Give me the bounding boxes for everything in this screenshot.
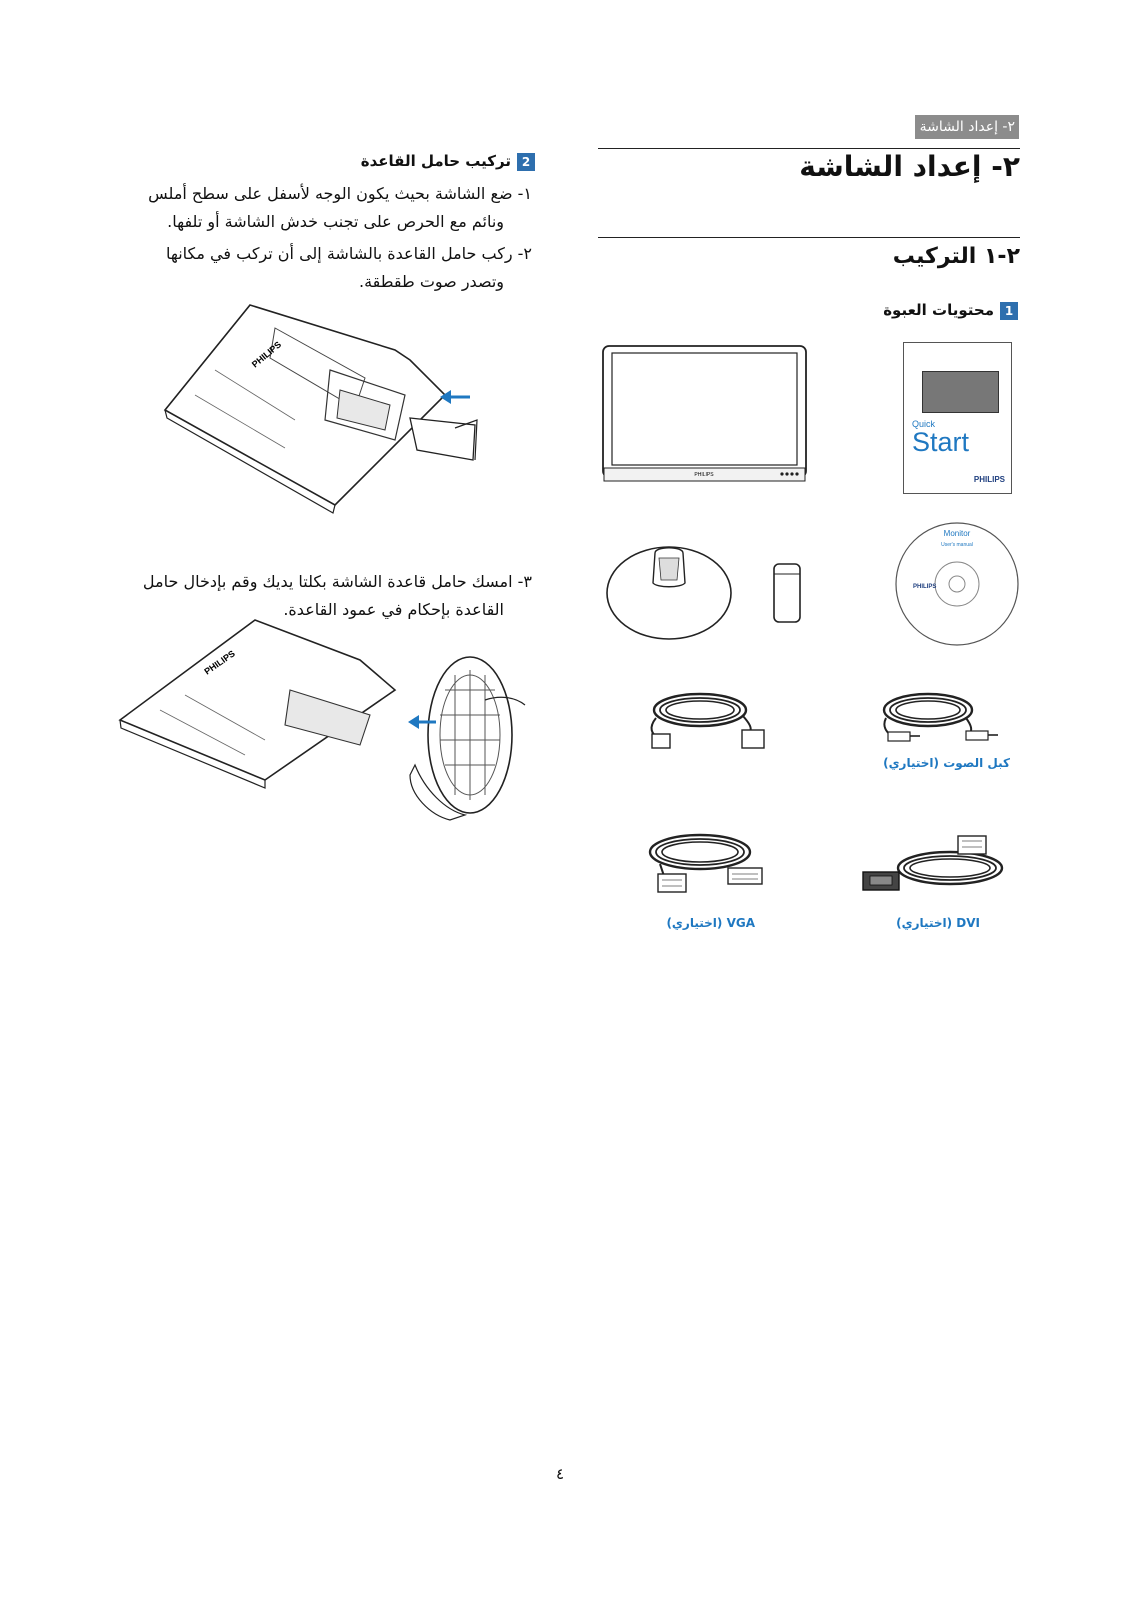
instruction-2-line-1: ٢- ركب حامل القاعدة بالشاشة إلى أن تركب في مكانها <box>165 244 532 263</box>
monitor-front-illustration <box>602 345 807 487</box>
quick-start-guide <box>903 342 1012 494</box>
section-heading: ٢-١ التركيب <box>892 244 1020 269</box>
guide-brand: PHILIPS <box>973 475 1005 484</box>
step-2-heading: تركيب حامل القاعدة <box>360 152 511 170</box>
quick-label: Quick <box>912 419 936 429</box>
cd-brand: PHILIPS <box>913 584 937 590</box>
brand-label-base: PHILIPS <box>202 648 237 677</box>
title-rule-bottom <box>598 237 1020 238</box>
insert-arrow-icon <box>440 390 470 404</box>
audio-cable-caption: كبل الصوت (اختياري) <box>883 756 1010 770</box>
instruction-1-line-1: ١- ضع الشاشة بحيث يكون الوجه لأسفل على سطح أملس <box>148 184 532 203</box>
brand-label-front: PHILIPS <box>694 472 714 478</box>
stand-neck-illustration <box>772 562 802 624</box>
header-tab: ٢- إعداد الشاشة <box>915 115 1019 139</box>
instruction-1-line-2: ونائم مع الحرص على تجنب خدش الشاشة أو تلفها. <box>167 212 504 231</box>
start-label: Start <box>912 427 970 457</box>
instruction-3-line-1: ٣- امسك حامل قاعدة الشاشة بكلتا يديك وقم بإدخال حامل <box>142 572 532 591</box>
title-rule-top <box>598 148 1020 149</box>
page-number: ٤ <box>556 1465 565 1483</box>
step-2-badge: 2 <box>517 153 535 171</box>
cd-subtitle: User's manual <box>941 542 973 548</box>
page-title: ٢- إعداد الشاشة <box>799 150 1020 183</box>
attach-arrow-icon <box>408 715 436 729</box>
guide-monitor-icon <box>922 371 999 413</box>
audio-cable-illustration <box>866 688 1016 753</box>
instruction-3-line-2: القاعدة بإحكام في عمود القاعدة. <box>283 600 504 619</box>
brand-label-back: PHILIPS <box>249 339 284 370</box>
step-1-heading: محتويات العبوة <box>883 301 994 319</box>
step-1-badge: 1 <box>1000 302 1018 320</box>
power-cable-illustration <box>638 688 788 753</box>
vga-cable-caption: VGA (اختياري) <box>666 916 755 930</box>
cd-rom-illustration <box>895 522 1020 647</box>
monitor-back-neck-illustration <box>155 300 495 515</box>
base-attach-illustration <box>115 615 530 820</box>
dvi-cable-caption: DVI (اختياري) <box>896 916 980 930</box>
dvi-cable-illustration <box>858 828 1023 903</box>
base-disc-illustration <box>605 548 735 643</box>
vga-cable-illustration <box>640 830 790 900</box>
cd-title: Monitor <box>943 529 971 538</box>
instruction-2-line-2: وتصدر صوت طقطقة. <box>359 272 504 291</box>
